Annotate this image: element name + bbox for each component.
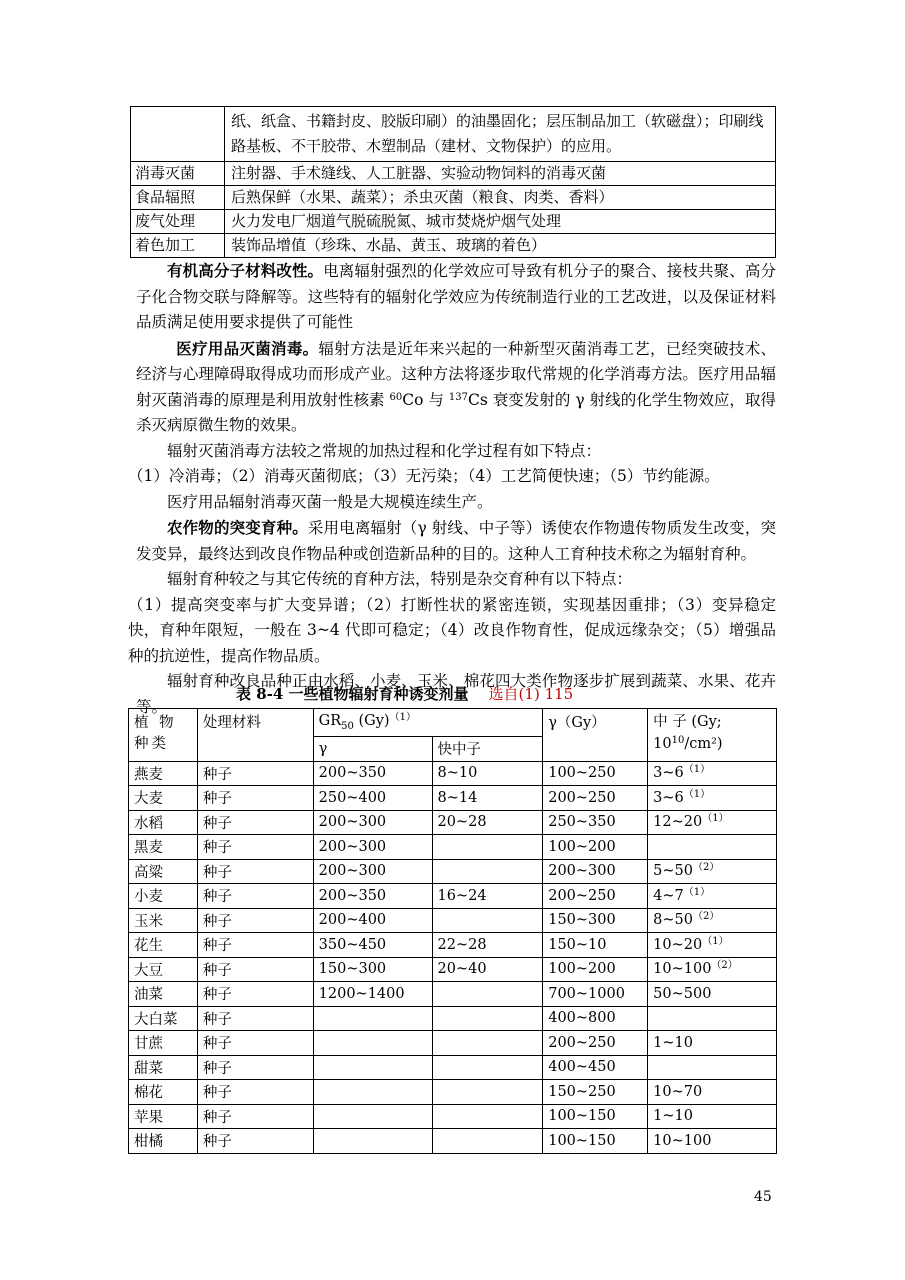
- cell-gamma: 250~350: [543, 810, 648, 835]
- cell-species: 甜菜: [129, 1055, 198, 1080]
- cell-gr-fast: [432, 859, 543, 884]
- cell-gr-gamma: [313, 1129, 432, 1154]
- cell-gr-fast: [432, 835, 543, 860]
- cell-material: 种子: [197, 761, 313, 786]
- cell-species: 花生: [129, 933, 198, 958]
- cell-gr-gamma: [313, 1080, 432, 1105]
- header-neutron: 中 子 (Gy; $10^{10}/cm^2$): [648, 709, 777, 762]
- cell-species: 燕麦: [129, 761, 198, 786]
- cell-gr-gamma: [313, 1031, 432, 1056]
- cell-gr-gamma: [313, 1006, 432, 1031]
- cell-gr-fast: 16~24: [432, 884, 543, 909]
- header-gamma: γ（Gy）: [543, 709, 648, 762]
- cell-gr-fast: [432, 1031, 543, 1056]
- footnote-mark: （1）: [702, 935, 729, 947]
- cell-species: 水稻: [129, 810, 198, 835]
- table-row: [129, 933, 777, 958]
- table-cell: 注射器、手术缝线、人工脏器、实验动物饲料的消毒灭菌: [225, 162, 776, 186]
- cell-species: 棉花: [129, 1080, 198, 1105]
- page-number: 45: [754, 1189, 772, 1205]
- cell-gamma: 100~250: [543, 761, 648, 786]
- cell-neutron: [648, 1055, 777, 1080]
- paragraph-heading: 有机高分子材料改性。: [167, 261, 324, 280]
- table-row: [129, 884, 777, 909]
- cell-gamma: 100~150: [543, 1104, 648, 1129]
- cell-neutron: $5\sim 50^{(2)}$: [648, 859, 777, 884]
- footnote-mark: （1）: [702, 813, 729, 825]
- cell-gamma: 150~300: [543, 908, 648, 933]
- cell-neutron: $8\sim 50^{(2)}$: [648, 908, 777, 933]
- table-row: [131, 210, 776, 234]
- cell-material: 种子: [197, 1104, 313, 1129]
- cell-neutron: [648, 835, 777, 860]
- table-header-row: [129, 709, 777, 737]
- cell-species: 苹果: [129, 1104, 198, 1129]
- dose-table: [128, 708, 777, 1154]
- footnote-mark: （2）: [692, 862, 720, 874]
- cell-gr-gamma: 200~300: [313, 835, 432, 860]
- paragraph-heading: 医疗用品灭菌消毒。: [176, 338, 319, 358]
- cell-gr-gamma: 200~400: [313, 908, 432, 933]
- footnote-mark: （2）: [692, 911, 720, 923]
- footnote-mark: （1）: [683, 886, 711, 898]
- cell-gr-fast: [432, 1104, 543, 1129]
- header-species: 植 物 种类: [129, 709, 198, 762]
- cell-gamma: 150~10: [543, 933, 648, 958]
- cell-species: 高粱: [129, 859, 198, 884]
- paragraph: 有机高分子材料改性。电离辐射强烈的化学效应可导致有机分子的聚合、接枝共聚、高分子化合物交联与降解等。这些特有的辐射化学效应为传统制造行业的工艺改进，以及保证材料品质满足使用要求提供了可能性: [136, 261, 776, 331]
- table-caption: [236, 683, 573, 704]
- table-row: [129, 1129, 777, 1154]
- cell-material: 种子: [197, 957, 313, 982]
- cell-gamma: 100~150: [543, 1129, 648, 1154]
- cell-gr-fast: 20~28: [432, 810, 543, 835]
- table-row: [129, 835, 777, 860]
- cell-material: 种子: [197, 1006, 313, 1031]
- cell-material: 种子: [197, 835, 313, 860]
- cell-gamma: 400~450: [543, 1055, 648, 1080]
- footnote-mark: （1）: [683, 788, 711, 800]
- footnote-mark: （1）: [683, 764, 711, 776]
- cell-gr-fast: 8~14: [432, 786, 543, 811]
- cell-gr-gamma: 150~300: [313, 957, 432, 982]
- cell-material: 种子: [197, 1080, 313, 1105]
- cell-neutron: $4\sim 7^{(1)}$: [648, 884, 777, 909]
- cell-gr-gamma: 200~350: [313, 761, 432, 786]
- cell-neutron: [648, 1006, 777, 1031]
- paragraph: 辐射育种改良品种正由水稻、小麦、玉米、棉花四大类作物逐步扩展到蔬菜、水果、花卉等。: [136, 672, 776, 716]
- table-cell: 装饰品增值（珍珠、水晶、黄玉、玻璃的着色）: [225, 234, 776, 258]
- cell-gamma: 150~250: [543, 1080, 648, 1105]
- table-row: [131, 107, 776, 162]
- table-row: [129, 1006, 777, 1031]
- table-row: [129, 786, 777, 811]
- body-text: [128, 258, 776, 720]
- cell-neutron: 50~500: [648, 982, 777, 1007]
- table-row: [131, 162, 776, 186]
- paragraph: 辐射灭菌消毒方法较之常规的加热过程和化学过程有如下特点：: [167, 441, 602, 460]
- caption-reference: 选自(1) 115: [488, 685, 574, 703]
- cell-gamma: 200~250: [543, 1031, 648, 1056]
- table-cell: 纸、纸盒、书籍封皮、胶版印刷）的油墨固化；层压制品加工（软磁盘）；印刷线路基板、不干胶带、木塑制品（建材、文物保护）的应用。: [225, 107, 776, 162]
- cell-neutron: 10~70: [648, 1080, 777, 1105]
- cell-material: 种子: [197, 1129, 313, 1154]
- cell-species: 大麦: [129, 786, 198, 811]
- table-row: [129, 982, 777, 1007]
- header-material: 处理材料: [197, 709, 313, 762]
- cell-gr-gamma: [313, 1104, 432, 1129]
- applications-table: [130, 106, 776, 258]
- cell-gr-gamma: 200~300: [313, 859, 432, 884]
- table-row: [131, 234, 776, 258]
- cell-material: 种子: [197, 810, 313, 835]
- cell-neutron: 1~10: [648, 1104, 777, 1129]
- cell-gr-gamma: 200~350: [313, 884, 432, 909]
- table-row: [129, 810, 777, 835]
- table-row: [129, 859, 777, 884]
- cell-gamma: 100~200: [543, 957, 648, 982]
- cell-material: 种子: [197, 982, 313, 1007]
- table-row: [129, 1080, 777, 1105]
- table-cell: 着色加工: [131, 234, 225, 258]
- cell-gr-gamma: [313, 1055, 432, 1080]
- cell-species: 甘蔗: [129, 1031, 198, 1056]
- cell-material: 种子: [197, 859, 313, 884]
- cell-species: 大豆: [129, 957, 198, 982]
- cell-material: 种子: [197, 1055, 313, 1080]
- cell-neutron: $10\sim 100^{(2)}$: [648, 957, 777, 982]
- cell-gamma: 200~250: [543, 786, 648, 811]
- cell-neutron: 1~10: [648, 1031, 777, 1056]
- table-row: [129, 957, 777, 982]
- cell-neutron: $3\sim 6^{(1)}$: [648, 761, 777, 786]
- table-cell: 食品辐照: [131, 186, 225, 210]
- table-row: [129, 1031, 777, 1056]
- cell-gr-fast: 8~10: [432, 761, 543, 786]
- header-fast-neutron-sub: 快中子: [432, 737, 543, 762]
- cell-neutron: $10\sim 20^{(1)}$: [648, 933, 777, 958]
- table-row: [129, 1055, 777, 1080]
- cell-gr-gamma: 1200~1400: [313, 982, 432, 1007]
- table-cell: 后熟保鲜（水果、蔬菜）；杀虫灭菌（粮食、肉类、香料）: [225, 186, 776, 210]
- cell-gr-gamma: 250~400: [313, 786, 432, 811]
- paragraph: 农作物的突变育种。采用电离辐射（γ 射线、中子等）诱使农作物遗传物质发生改变，突发变异，最终达到改良作物品种或创造新品种的目的。这种人工育种技术称之为辐射育种。: [136, 518, 776, 563]
- table-row: [129, 761, 777, 786]
- paragraph: （1）提高突变率与扩大变异谱；（2）打断性状的紧密连锁，实现基因重排；（3）变异稳定快，育种年限短，一般在 3~4 代即可稳定；（4）改良作物育性，促成远缘杂交；（5）增强品种的抗逆性，提高作物品质。: [128, 595, 776, 665]
- table-cell: 废气处理: [131, 210, 225, 234]
- cell-species: 黑麦: [129, 835, 198, 860]
- dose-table-body: [129, 761, 777, 1153]
- cell-gr-fast: [432, 1055, 543, 1080]
- paragraph: （1）冷消毒；（2）消毒灭菌彻底；（3）无污染；（4）工艺简便快速；（5）节约能源。: [128, 467, 720, 485]
- cell-gr-fast: [432, 1006, 543, 1031]
- cell-gamma: 700~1000: [543, 982, 648, 1007]
- footnote-mark: （2）: [711, 960, 738, 972]
- cell-species: 小麦: [129, 884, 198, 909]
- cell-gr-fast: 20~40: [432, 957, 543, 982]
- table-row: [131, 186, 776, 210]
- table-row: [129, 1104, 777, 1129]
- cell-material: 种子: [197, 908, 313, 933]
- cell-gr-fast: [432, 908, 543, 933]
- table-cell: 火力发电厂烟道气脱硫脱氮、城市焚烧炉烟气处理: [225, 210, 776, 234]
- cell-gr-gamma: 350~450: [313, 933, 432, 958]
- cell-neutron: $3\sim 6^{(1)}$: [648, 786, 777, 811]
- cell-neutron: 10~100: [648, 1129, 777, 1154]
- cell-species: 油菜: [129, 982, 198, 1007]
- cell-species: 大白菜: [129, 1006, 198, 1031]
- cell-material: 种子: [197, 884, 313, 909]
- cell-gr-gamma: 200~300: [313, 810, 432, 835]
- table-cell: 消毒灭菌: [131, 162, 225, 186]
- paragraph-heading: 农作物的突变育种。: [167, 518, 308, 537]
- cell-gr-fast: [432, 1129, 543, 1154]
- cell-species: 玉米: [129, 908, 198, 933]
- header-gamma-sub: γ: [313, 737, 432, 762]
- cell-gr-fast: [432, 1080, 543, 1105]
- cell-gr-fast: [432, 982, 543, 1007]
- table-row: [129, 908, 777, 933]
- paragraph: 辐射育种较之与其它传统的育种方法，特别是杂交育种有以下特点：: [167, 570, 633, 588]
- cell-gamma: 200~300: [543, 859, 648, 884]
- cell-gamma: 100~200: [543, 835, 648, 860]
- cell-material: 种子: [197, 1031, 313, 1056]
- cell-gamma: 400~800: [543, 1006, 648, 1031]
- cell-material: 种子: [197, 786, 313, 811]
- header-gr50: $GR_{50}$ $(Gy)^{(1)}$: [313, 709, 543, 737]
- cell-neutron: $12\sim 20^{(1)}$: [648, 810, 777, 835]
- caption-title: 表 8-4 一些植物辐射育种诱变剂量: [236, 685, 469, 703]
- cell-gr-fast: 22~28: [432, 933, 543, 958]
- cell-gamma: 200~250: [543, 884, 648, 909]
- paragraph: 医疗用品灭菌消毒。辐射方法是近年来兴起的一种新型灭菌消毒工艺，已经突破技术、经济与心理障碍取得成功而形成产业。这种方法将逐步取代常规的化学消毒方法。医疗用品辐射灭菌消毒的原理是利用放射性核素 $^{60}$Co 与 $^{137}$Cs 衰变发射的 γ 射线的化学生物效应，取得杀灭病原微生物的效果。: [136, 338, 776, 434]
- cell-material: 种子: [197, 933, 313, 958]
- paragraph: 医疗用品辐射消毒灭菌一般是大规模连续生产。: [167, 492, 493, 511]
- cell-species: 柑橘: [129, 1129, 198, 1154]
